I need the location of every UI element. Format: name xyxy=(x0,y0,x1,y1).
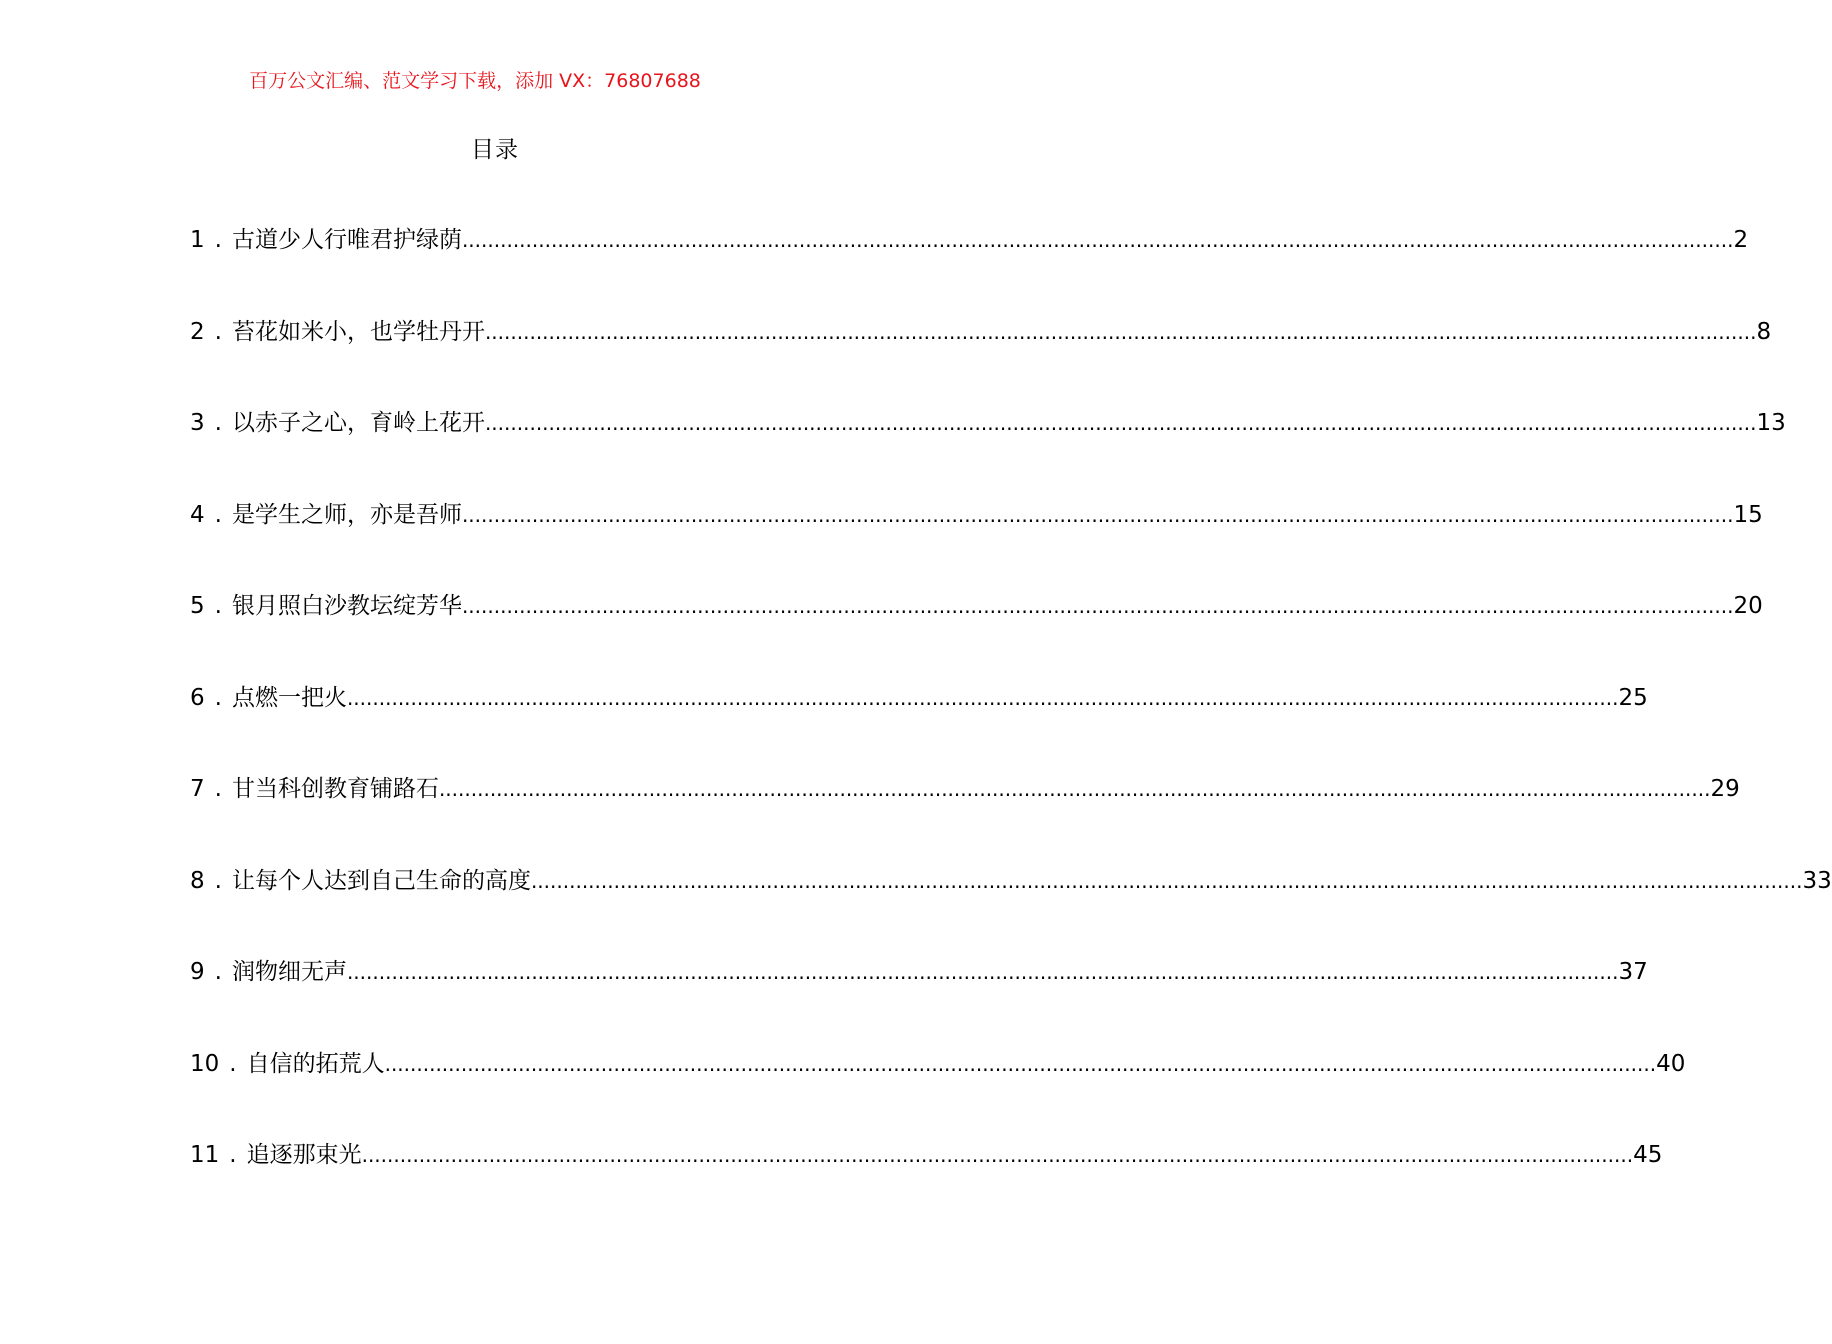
toc-dot-leader: ........................................................................................................................................................................................................ xyxy=(361,1143,1634,1167)
toc-dot-leader: ........................................................................................................................................................................................................ xyxy=(484,319,1757,344)
toc-entry-page: 25 xyxy=(1618,684,1648,711)
toc-entry-number: 9 xyxy=(190,959,205,985)
watermark-banner: 百万公文汇编、范文学习下载，添加 VX：76807688 xyxy=(249,70,701,92)
toc-entry-title: 让每个人达到自己生命的高度 xyxy=(231,867,531,894)
toc-entry-number: 1 xyxy=(190,227,205,253)
toc-entry-number: 5 xyxy=(190,593,205,619)
toc-entry-page: 29 xyxy=(1710,776,1740,802)
toc-entry[interactable] xyxy=(190,1046,1686,1138)
toc-entry-title: 追逐那束光 xyxy=(246,1142,362,1168)
toc-dot-leader: ........................................................................................................................................................................................................ xyxy=(530,868,1803,893)
toc-entry-separator: . xyxy=(214,501,222,528)
toc-entry-page: 8 xyxy=(1756,318,1772,345)
toc-entry-number: 4 xyxy=(190,501,205,528)
toc-entry-separator: . xyxy=(214,318,222,345)
toc-entry-title: 银月照白沙教坛绽芳华 xyxy=(231,593,462,619)
toc-entry-page: 2 xyxy=(1733,227,1749,253)
toc-dot-leader: ........................................................................................................................................................................................................ xyxy=(461,228,1734,252)
toc-entry-number: 3 xyxy=(190,410,205,436)
toc-entry-separator: . xyxy=(229,1142,237,1168)
toc-entry-title: 苔花如米小，也学牡丹开 xyxy=(231,318,485,345)
toc-entry[interactable] xyxy=(190,954,1648,1046)
toc-dot-leader: ........................................................................................................................................................................................................ xyxy=(461,502,1734,527)
toc-entry-title: 甘当科创教育铺路石 xyxy=(231,776,439,802)
toc-entry-separator: . xyxy=(214,959,222,985)
page-title: 目录 xyxy=(471,137,519,163)
toc-entry-separator: . xyxy=(214,410,222,436)
toc-entry-separator: . xyxy=(229,1050,237,1077)
toc-entry[interactable] xyxy=(190,497,1763,589)
toc-entry-number: 8 xyxy=(190,867,205,894)
toc-entry-number: 11 xyxy=(190,1142,220,1168)
toc-entry[interactable] xyxy=(190,314,1772,406)
toc-entry-title: 以赤子之心，育岭上花开 xyxy=(231,410,485,436)
toc-entry[interactable] xyxy=(190,1137,1663,1229)
toc-dot-leader: ........................................................................................................................................................................................................ xyxy=(346,685,1619,710)
toc-dot-leader: ........................................................................................................................................................................................................ xyxy=(461,594,1734,618)
toc-entry[interactable] xyxy=(190,405,1786,497)
toc-entry-page: 45 xyxy=(1633,1142,1663,1168)
toc-entry-title: 自信的拓荒人 xyxy=(246,1050,385,1077)
toc-entry[interactable] xyxy=(190,680,1648,772)
toc-entry-page: 37 xyxy=(1618,959,1648,985)
toc-entry-page: 40 xyxy=(1656,1050,1686,1077)
toc-entry-title: 润物细无声 xyxy=(231,959,347,985)
toc-entry-separator: . xyxy=(214,227,222,253)
toc-dot-leader: ........................................................................................................................................................................................................ xyxy=(346,960,1619,984)
toc-entry[interactable] xyxy=(190,222,1749,314)
toc-entry-separator: . xyxy=(214,867,222,894)
toc-entry-page: 33 xyxy=(1802,867,1832,894)
toc-entry-page: 20 xyxy=(1733,593,1763,619)
toc-entry-page: 15 xyxy=(1733,501,1763,528)
toc-entry-number: 7 xyxy=(190,776,205,802)
toc-entry-title: 是学生之师，亦是吾师 xyxy=(231,501,462,528)
toc-dot-leader: ........................................................................................................................................................................................................ xyxy=(484,411,1757,435)
table-of-contents xyxy=(190,222,1832,1229)
toc-entry-title: 古道少人行唯君护绿荫 xyxy=(231,227,462,253)
toc-entry-separator: . xyxy=(214,593,222,619)
toc-entry[interactable] xyxy=(190,771,1740,863)
toc-dot-leader: ........................................................................................................................................................................................................ xyxy=(438,777,1711,801)
toc-dot-leader: ........................................................................................................................................................................................................ xyxy=(384,1051,1657,1076)
toc-entry-number: 6 xyxy=(190,684,205,711)
toc-entry[interactable] xyxy=(190,863,1832,955)
toc-entry[interactable] xyxy=(190,588,1763,680)
toc-entry-separator: . xyxy=(214,684,222,711)
toc-entry-separator: . xyxy=(214,776,222,802)
toc-entry-title: 点燃一把火 xyxy=(231,684,347,711)
toc-entry-number: 10 xyxy=(190,1050,220,1077)
toc-entry-number: 2 xyxy=(190,318,205,345)
toc-entry-page: 13 xyxy=(1756,410,1786,436)
